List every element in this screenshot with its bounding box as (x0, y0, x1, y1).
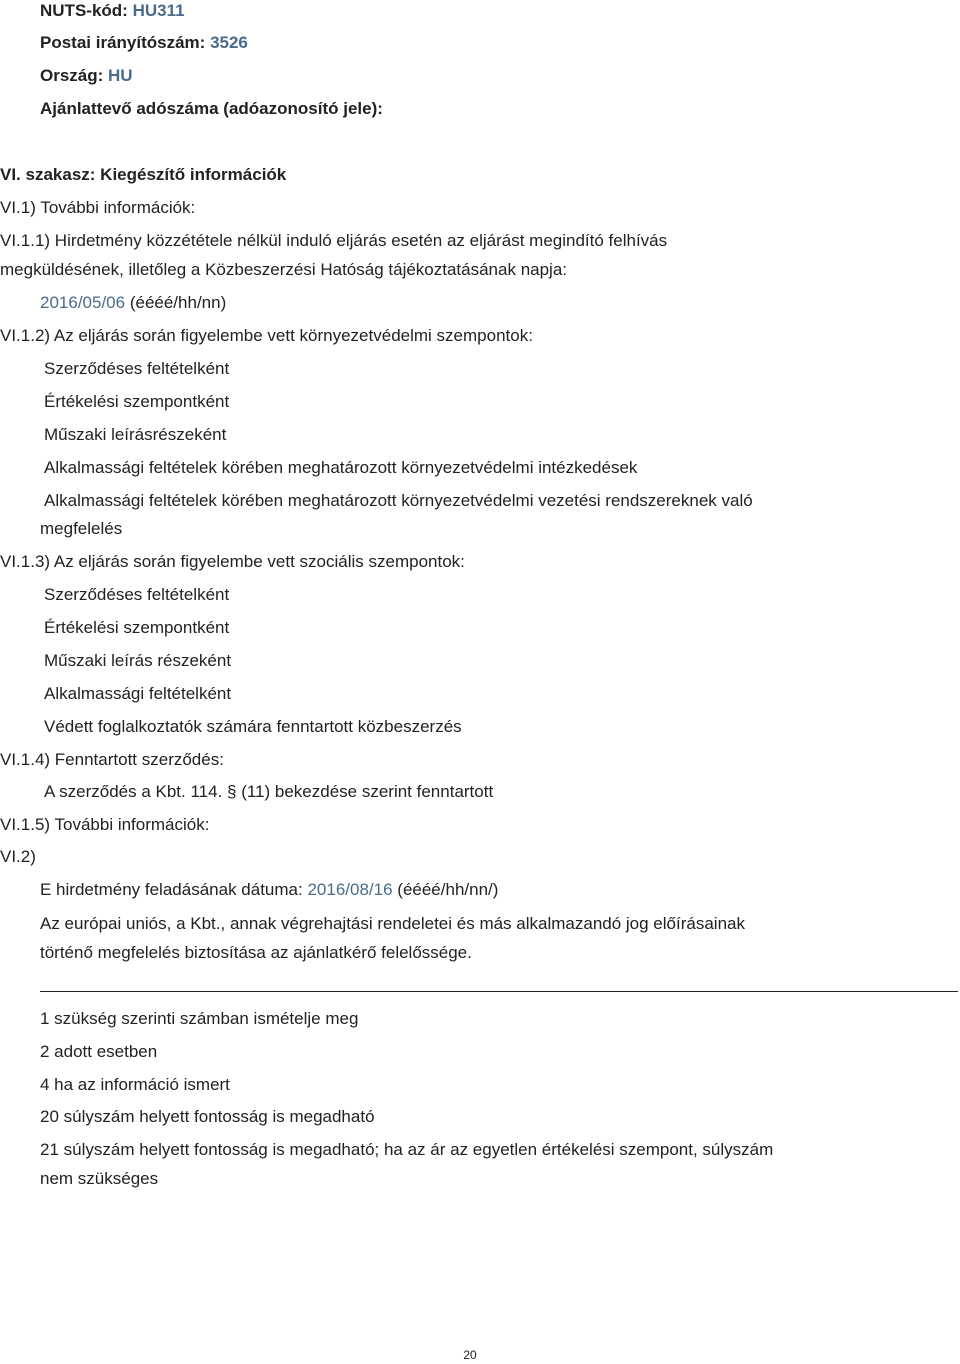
vi11-date-value: 2016/05/06 (40, 293, 126, 312)
vi2-date-label: E hirdetmény feladásának dátuma: (40, 880, 303, 899)
tax-id-label: Ajánlattevő adószáma (adóazonosító jele): (40, 99, 383, 118)
vi12-item: Szerződéses feltételként (44, 359, 230, 378)
footnote-divider (40, 991, 958, 992)
footnote: 1 szükség szerinti számban ismételje meg (40, 1009, 359, 1028)
vi2-title: VI.2) (0, 847, 36, 866)
vi2-date-format: (éééé/hh/nn/) (397, 880, 499, 899)
vi12-item-continuation: megfelelés (40, 519, 123, 538)
vi2-date (40, 879, 498, 901)
vi13-title: VI.1.3) Az eljárás során figyelembe vett szociális szempontok: (0, 552, 465, 571)
footnote-continuation: nem szükséges (40, 1169, 159, 1188)
nuts-code (40, 0, 185, 22)
vi12-title: VI.1.2) Az eljárás során figyelembe vett környezetvédelmi szempontok: (0, 326, 533, 345)
vi13-item: Alkalmassági feltételként (44, 684, 232, 703)
footnote: 2 adott esetben (40, 1042, 158, 1061)
vi11-date (40, 292, 226, 314)
vi2-text-line1: Az európai uniós, a Kbt., annak végrehajtási rendeletei és más alkalmazandó jog előírásainak (40, 914, 745, 933)
country-label: Ország: (40, 66, 104, 85)
vi2-date-value: 2016/08/16 (307, 880, 393, 899)
vi12-item: Alkalmassági feltételek körében meghatározott környezetvédelmi vezetési rendszereknek való (44, 491, 753, 510)
postal-value: 3526 (210, 33, 248, 52)
footnote: 4 ha az információ ismert (40, 1075, 230, 1094)
vi13-item: Szerződéses feltételként (44, 585, 230, 604)
vi13-item: Védett foglalkoztatók számára fenntartott közbeszerzés (44, 717, 462, 736)
vi14-title: VI.1.4) Fenntartott szerződés: (0, 750, 224, 769)
footnote: 21 súlyszám helyett fontosság is megadható; ha az ár az egyetlen értékelési szempont, súlyszám (40, 1140, 774, 1159)
vi11-line2: megküldésének, illetőleg a Közbeszerzési Hatóság tájékoztatásának napja: (0, 260, 568, 279)
postal-code (40, 32, 248, 54)
page-number: 20 (463, 1348, 477, 1362)
vi13-item: Értékelési szempontként (44, 618, 230, 637)
vi12-item: Műszaki leírásrészeként (44, 425, 227, 444)
section-heading: VI. szakasz: Kiegészítő információk (0, 165, 287, 184)
vi14-value: A szerződés a Kbt. 114. § (11) bekezdése szerint fenntartott (44, 782, 494, 801)
country (40, 65, 133, 87)
vi15-title: VI.1.5) További információk: (0, 815, 210, 834)
vi11-date-format: (éééé/hh/nn) (129, 293, 227, 312)
vi1-title: VI.1) További információk: (0, 198, 196, 217)
country-value: HU (108, 66, 133, 85)
nuts-value: HU311 (132, 1, 185, 20)
vi12-item: Alkalmassági feltételek körében meghatározott környezetvédelmi intézkedések (44, 458, 638, 477)
vi12-item: Értékelési szempontként (44, 392, 230, 411)
nuts-label: NUTS-kód: (40, 1, 128, 20)
vi13-item: Műszaki leírás részeként (44, 651, 232, 670)
postal-label: Postai irányítószám: (40, 33, 206, 52)
footnote: 20 súlyszám helyett fontosság is megadható (40, 1107, 375, 1126)
vi2-text-line2: történő megfelelés biztosítása az ajánlatkérő felelőssége. (40, 943, 472, 962)
vi11-line1: VI.1.1) Hirdetmény közzététele nélkül induló eljárás esetén az eljárást megindító felhívás (0, 231, 668, 250)
